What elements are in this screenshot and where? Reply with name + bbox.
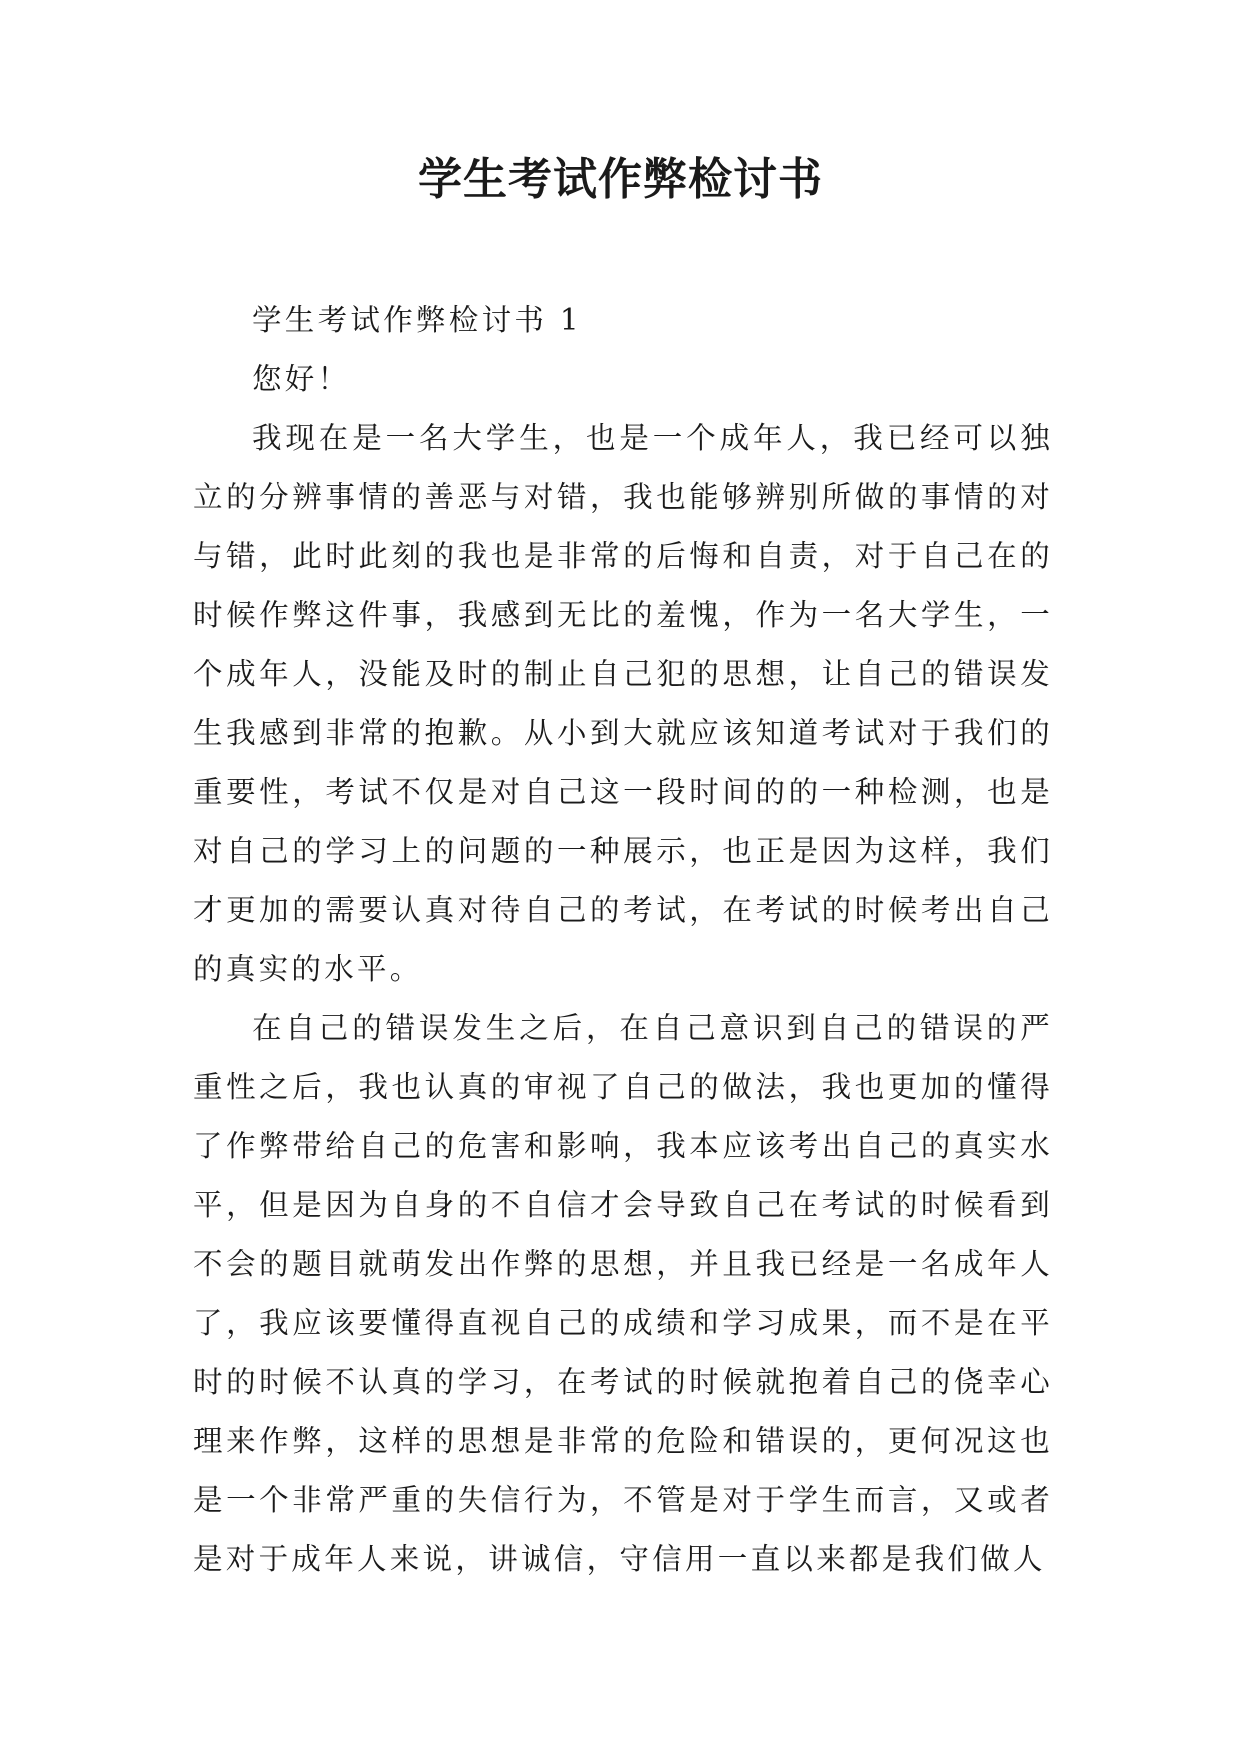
section-heading: 学生考试作弊检讨书 1 (252, 303, 582, 337)
document-title: 学生考试作弊检讨书 (418, 154, 823, 205)
paragraph-2: 在自己的错误发生之后，在自己意识到自己的错误的严重性之后，我也认真的审视了自己的做法，我也更加的懂得了作弊带给自己的危害和影响，我本应该考出自己的真实水平，但是因为自身的不自信才会导致自己在考试的时候看到不会的题目就萌发出作弊的思想，并且我已经是一名成年人了，我应该要懂得直视自己的成绩和学习成果，而不是在平时的时候不认真的学习，在考试的时候就抱着自己的侥幸心理来作弊，这样的思想是非常的危险和错误的，更何况这也是一个非常严重的失信行为，不管是对于学生而言，又或者是对于成年人来说，讲诚信，守信用一直以来都是我们做人 (193, 1011, 1053, 1576)
greeting: 您好！ (252, 362, 351, 396)
paragraph-1: 我现在是一名大学生，也是一个成年人，我已经可以独立的分辨事情的善恶与对错，我也能够辨别所做的事情的对与错，此时此刻的我也是非常的后悔和自责，对于自己在的时候作弊这件事，我感到无比的羞愧，作为一名大学生，一个成年人，没能及时的制止自己犯的思想，让自己的错误发生我感到非常的抱歉。从小到大就应该知道考试对于我们的重要性，考试不仅是对自己这一段时间的的一种检测，也是对自己的学习上的问题的一种展示，也正是因为这样，我们才更加的需要认真对待自己的考试，在考试的时候考出自己的真实的水平。 (193, 421, 1053, 986)
document-body (193, 291, 1053, 1589)
